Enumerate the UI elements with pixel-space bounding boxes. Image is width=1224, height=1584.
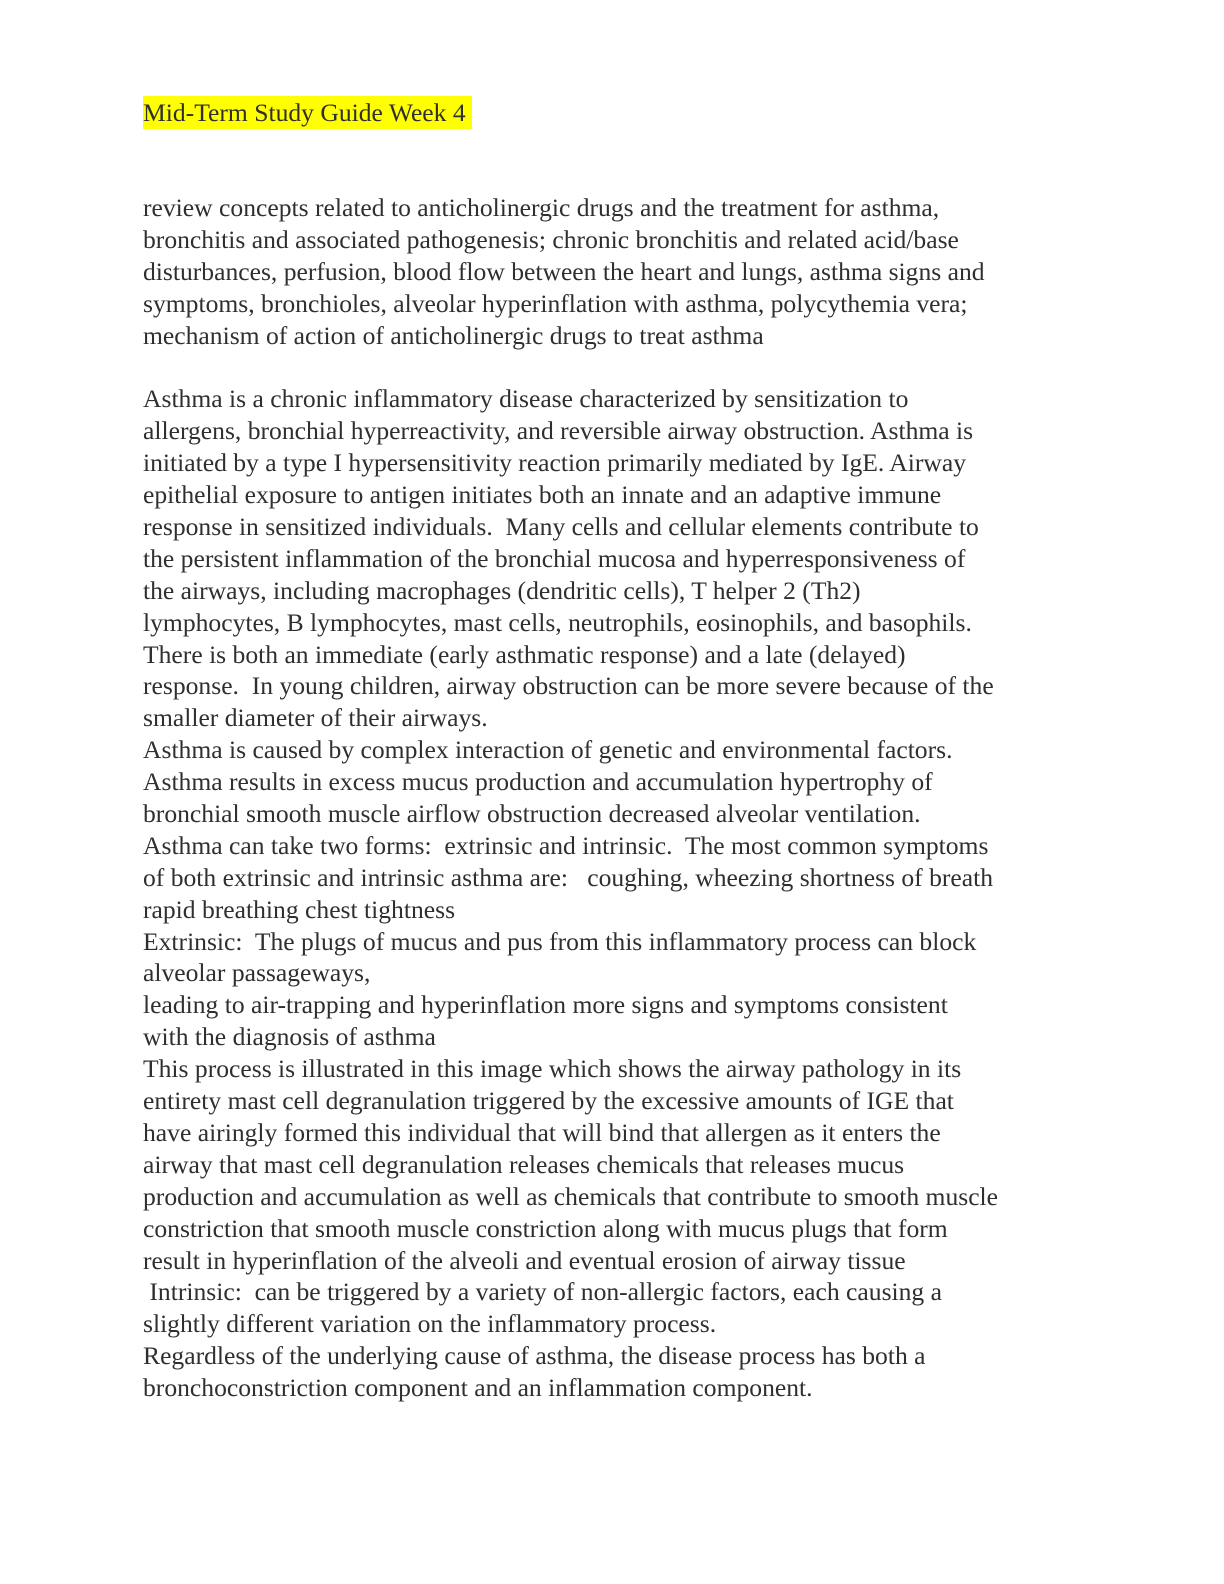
body-text xyxy=(143,383,1083,1404)
body-line: of both extrinsic and intrinsic asthma are: coughing, wheezing shortness of breath xyxy=(143,862,994,892)
intro-line: bronchitis and associated pathogenesis; chronic bronchitis and related acid/base xyxy=(143,224,959,254)
body-line: Regardless of the underlying cause of asthma, the disease process has both a xyxy=(143,1341,926,1371)
body-line: There is both an immediate (early asthmatic response) and a late (delayed) xyxy=(143,639,906,669)
body-line: smaller diameter of their airways. xyxy=(143,703,488,733)
body-line: production and accumulation as well as chemicals that contribute to smooth muscle xyxy=(143,1181,999,1211)
body-line: Asthma is caused by complex interaction of genetic and environmental factors. xyxy=(143,735,953,765)
body-line: Intrinsic: can be triggered by a variety of non-allergic factors, each causing a xyxy=(143,1277,942,1307)
body-line: Asthma can take two forms: extrinsic and intrinsic. The most common symptoms xyxy=(143,830,989,860)
page-title: Mid-Term Study Guide Week 4 xyxy=(143,96,472,129)
intro-paragraph xyxy=(143,192,1083,351)
intro-line: mechanism of action of anticholinergic drugs to treat asthma xyxy=(143,320,764,350)
body-line: airway that mast cell degranulation releases chemicals that releases mucus xyxy=(143,1149,905,1179)
body-line: This process is illustrated in this image which shows the airway pathology in its xyxy=(143,1054,962,1084)
body-line: Asthma results in excess mucus production and accumulation hypertrophy of xyxy=(143,767,933,797)
intro-line: symptoms, bronchioles, alveolar hyperinflation with asthma, polycythemia vera; xyxy=(143,288,968,318)
body-line: Asthma is a chronic inflammatory disease characterized by sensitization to xyxy=(143,384,909,414)
body-line: the persistent inflammation of the bronchial mucosa and hyperresponsiveness of xyxy=(143,543,966,573)
document-page xyxy=(143,96,1083,1404)
body-line: with the diagnosis of asthma xyxy=(143,1022,436,1052)
body-line: entirety mast cell degranulation triggered by the excessive amounts of IGE that xyxy=(143,1086,954,1116)
body-line: rapid breathing chest tightness xyxy=(143,894,456,924)
body-line: initiated by a type I hypersensitivity reaction primarily mediated by IgE. Airway xyxy=(143,448,967,478)
intro-line: review concepts related to anticholinergic drugs and the treatment for asthma, xyxy=(143,193,940,222)
body-line: have airingly formed this individual that will bind that allergen as it enters the xyxy=(143,1117,941,1147)
body-line: response. In young children, airway obstruction can be more severe because of the xyxy=(143,671,994,701)
body-line: leading to air-trapping and hyperinflation more signs and symptoms consistent xyxy=(143,990,948,1020)
body-line: response in sensitized individuals. Many cells and cellular elements contribute to xyxy=(143,512,979,542)
body-line: bronchial smooth muscle airflow obstruction decreased alveolar ventilation. xyxy=(143,799,921,829)
body-line: alveolar passageways, xyxy=(143,958,371,988)
page-title-wrap xyxy=(143,96,1083,129)
body-line: slightly different variation on the inflammatory process. xyxy=(143,1309,717,1339)
body-line: constriction that smooth muscle constriction along with mucus plugs that form xyxy=(143,1213,948,1243)
body-line: allergens, bronchial hyperreactivity, and reversible airway obstruction. Asthma is xyxy=(143,416,974,446)
intro-line: disturbances, perfusion, blood flow between the heart and lungs, asthma signs and xyxy=(143,256,985,286)
body-line: bronchoconstriction component and an inflammation component. xyxy=(143,1373,813,1403)
body-line: lymphocytes, B lymphocytes, mast cells, neutrophils, eosinophils, and basophils. xyxy=(143,607,972,637)
body-line: result in hyperinflation of the alveoli and eventual erosion of airway tissue xyxy=(143,1245,906,1275)
body-line: epithelial exposure to antigen initiates both an innate and an adaptive immune xyxy=(143,480,942,510)
body-line: the airways, including macrophages (dendritic cells), T helper 2 (Th2) xyxy=(143,575,861,605)
body-line: Extrinsic: The plugs of mucus and pus from this inflammatory process can block xyxy=(143,926,977,956)
